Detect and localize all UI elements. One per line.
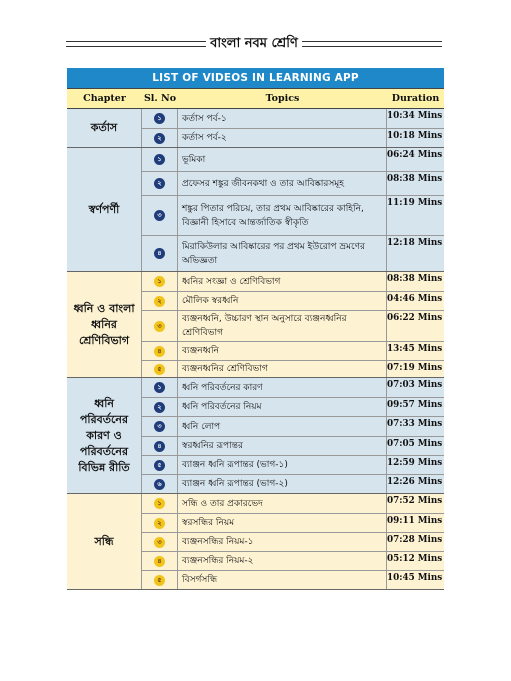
video-topic[interactable]: ধ্বনি লোপ [178, 417, 387, 436]
video-row[interactable] [142, 148, 444, 171]
video-row[interactable] [142, 272, 444, 291]
video-topic[interactable]: ব্যঞ্জনসন্ধির নিয়ম-২ [178, 552, 387, 570]
serial-cell [142, 196, 178, 235]
video-topic[interactable]: ভূমিকা [178, 148, 387, 171]
chapter-title: স্বর্ণপর্ণী [67, 148, 142, 271]
video-row[interactable] [142, 474, 444, 493]
serial-cell [142, 342, 178, 360]
video-row[interactable] [142, 532, 444, 551]
video-duration: 12:26 Mins [387, 477, 443, 487]
video-topic[interactable]: স্বরধ্বনির রূপান্তর [178, 437, 387, 455]
video-duration: 08:38 Mins [387, 174, 443, 184]
serial-number-badge: ৩ [154, 321, 165, 332]
serial-number-badge: ১ [154, 276, 165, 287]
video-duration: 10:34 Mins [387, 111, 443, 121]
video-duration: 07:05 Mins [387, 439, 443, 449]
video-row[interactable] [142, 513, 444, 532]
header-rule-left [66, 41, 206, 47]
serial-number-badge: ৫ [154, 575, 165, 586]
chapter-section [67, 109, 444, 148]
chapter-rows [142, 494, 444, 589]
video-topic[interactable]: ধ্বনি পরিবর্তনের নিয়ম [178, 398, 387, 416]
video-duration: 07:28 Mins [387, 535, 443, 545]
serial-cell [142, 514, 178, 532]
video-topic[interactable]: কর্তাস পর্ব-২ [178, 129, 387, 147]
video-topic[interactable]: বিসর্গসন্ধি [178, 571, 387, 589]
chapter-section [67, 272, 444, 378]
table-body [67, 109, 444, 590]
video-duration: 05:12 Mins [387, 554, 443, 564]
serial-number-badge: ১ [154, 498, 165, 509]
serial-cell [142, 361, 178, 377]
chapter-rows [142, 378, 444, 493]
video-duration: 07:03 Mins [387, 380, 443, 390]
chapter-title: ধ্বনি ও বাংলা ধ্বনির শ্রেণিবিভাগ [67, 272, 142, 377]
video-row[interactable] [142, 291, 444, 310]
header-title: বাংলা নবম শ্রেণি [210, 36, 298, 51]
serial-cell [142, 398, 178, 416]
chapter-title: সন্ধি [67, 494, 142, 589]
video-topic[interactable]: স্বরসন্ধির নিয়ম [178, 514, 387, 532]
video-topic[interactable]: ব্যাঞ্জন ধ্বনি রূপান্তর (ভাগ-২) [178, 475, 387, 493]
page-header [66, 32, 442, 56]
serial-cell [142, 129, 178, 147]
video-topic[interactable]: শঙ্কুর পিতার পরিচয়, তার প্রথম আবিষ্কারের কাহিনি, বিজ্ঞানী হিসাবে আন্তর্জাতিক স্বীকৃতি [178, 196, 387, 235]
video-topic[interactable]: ব্যঞ্জনধ্বনি [178, 342, 387, 360]
video-topic[interactable]: কর্তাস পর্ব-১ [178, 109, 387, 128]
column-header-sl-no: Sl. No [143, 93, 177, 104]
chapter-title: কর্তাস [67, 109, 142, 147]
video-row[interactable] [142, 436, 444, 455]
video-row[interactable] [142, 310, 444, 341]
serial-number-badge: ১ [154, 113, 165, 124]
video-row[interactable] [142, 397, 444, 416]
serial-number-badge: ২ [154, 402, 165, 413]
video-row[interactable] [142, 416, 444, 436]
video-topic[interactable]: ধ্বনি পরিবর্তনের কারণ [178, 378, 387, 397]
video-row[interactable] [142, 171, 444, 195]
video-duration: 11:19 Mins [387, 198, 443, 208]
video-duration: 07:52 Mins [387, 496, 443, 506]
column-header-chapter: Chapter [83, 93, 126, 104]
video-duration: 09:57 Mins [387, 400, 443, 410]
video-topic[interactable]: সন্ধি ও তার প্রকারভেদ [178, 494, 387, 513]
serial-cell [142, 417, 178, 436]
video-duration: 07:33 Mins [387, 419, 443, 429]
serial-number-badge: ৫ [154, 364, 165, 375]
video-row[interactable] [142, 341, 444, 360]
video-topic[interactable]: ব্যঞ্জনধ্বনির শ্রেণিবিভাগ [178, 361, 387, 377]
video-duration: 04:46 Mins [387, 294, 443, 304]
video-topic[interactable]: ব্যঞ্জনসন্ধির নিয়ম-১ [178, 533, 387, 551]
chapter-rows [142, 148, 444, 271]
video-topic[interactable]: ধ্বনির সংজ্ঞা ও শ্রেণিবিভাগ [178, 272, 387, 291]
video-row[interactable] [142, 494, 444, 513]
video-duration: 13:45 Mins [387, 344, 443, 354]
serial-number-badge: ৪ [154, 248, 165, 259]
video-topic[interactable]: মৌলিক স্বরধ্বনি [178, 292, 387, 310]
serial-number-badge: ৪ [154, 441, 165, 452]
serial-number-badge: ২ [154, 518, 165, 529]
serial-number-badge: ৩ [154, 210, 165, 221]
video-row[interactable] [142, 455, 444, 474]
video-topic[interactable]: ব্যঞ্জনধ্বনি, উচ্চারণ স্থান অনুসারে ব্যঞ্জনধ্বনির শ্রেণিবিভাগ [178, 311, 387, 341]
serial-number-badge: ১ [154, 154, 165, 165]
column-header-duration: Duration [391, 93, 440, 104]
video-row[interactable] [142, 551, 444, 570]
serial-cell [142, 236, 178, 271]
serial-cell [142, 475, 178, 493]
serial-number-badge: ৫ [154, 460, 165, 471]
serial-cell [142, 172, 178, 195]
chapter-title: ধ্বনি পরিবর্তনের কারণ ও পরিবর্তনের বিভিন্ন রীতি [67, 378, 142, 493]
serial-cell [142, 272, 178, 291]
video-duration: 09:11 Mins [387, 516, 443, 526]
chapter-rows [142, 109, 444, 147]
chapter-section [67, 148, 444, 272]
video-duration: 12:59 Mins [387, 458, 443, 468]
video-duration: 10:18 Mins [387, 131, 443, 141]
serial-cell [142, 292, 178, 310]
serial-cell [142, 109, 178, 128]
serial-cell [142, 552, 178, 570]
serial-number-badge: ২ [154, 133, 165, 144]
chapter-section [67, 494, 444, 590]
video-duration: 12:18 Mins [387, 238, 443, 248]
video-row[interactable] [142, 570, 444, 589]
video-row[interactable] [142, 378, 444, 397]
video-row[interactable] [142, 360, 444, 377]
serial-number-badge: ৩ [154, 537, 165, 548]
video-duration: 06:22 Mins [387, 313, 443, 323]
video-duration: 08:38 Mins [387, 274, 443, 284]
serial-cell [142, 437, 178, 455]
serial-number-badge: ৪ [154, 346, 165, 357]
header-rule-right [302, 41, 442, 47]
video-duration: 07:19 Mins [387, 363, 443, 373]
video-duration: 10:45 Mins [387, 573, 443, 583]
video-topic[interactable]: ব্যাঞ্জন ধ্বনি রূপান্তর (ভাগ-১) [178, 456, 387, 474]
serial-cell [142, 456, 178, 474]
video-duration: 06:24 Mins [387, 150, 443, 160]
table-header-row [67, 88, 444, 109]
serial-cell [142, 571, 178, 589]
chapter-section [67, 378, 444, 494]
serial-number-badge: ২ [154, 296, 165, 307]
serial-cell [142, 533, 178, 551]
serial-number-badge: ৬ [154, 479, 165, 490]
video-row[interactable] [142, 128, 444, 147]
serial-number-badge: ১ [154, 382, 165, 393]
serial-cell [142, 311, 178, 341]
serial-cell [142, 378, 178, 397]
serial-number-badge: ২ [154, 178, 165, 189]
video-topic[interactable]: মিরাকিউলার আবিষ্কারের পর প্রথম ইউরোপ ভ্রমণের অভিজ্ঞতা [178, 236, 387, 271]
column-header-topics: Topics [265, 93, 300, 104]
serial-cell [142, 148, 178, 171]
chapter-rows [142, 272, 444, 377]
video-row[interactable] [142, 235, 444, 271]
video-row[interactable] [142, 195, 444, 235]
serial-number-badge: ৩ [154, 421, 165, 432]
table-banner: LIST OF VIDEOS IN LEARNING APP [67, 68, 444, 88]
serial-number-badge: ৪ [154, 556, 165, 567]
video-list-table [67, 68, 444, 590]
video-topic[interactable]: প্রফেসর শঙ্কুর জীবনকথা ও তার আবিষ্কারসমূহ [178, 172, 387, 195]
serial-cell [142, 494, 178, 513]
video-row[interactable] [142, 109, 444, 128]
